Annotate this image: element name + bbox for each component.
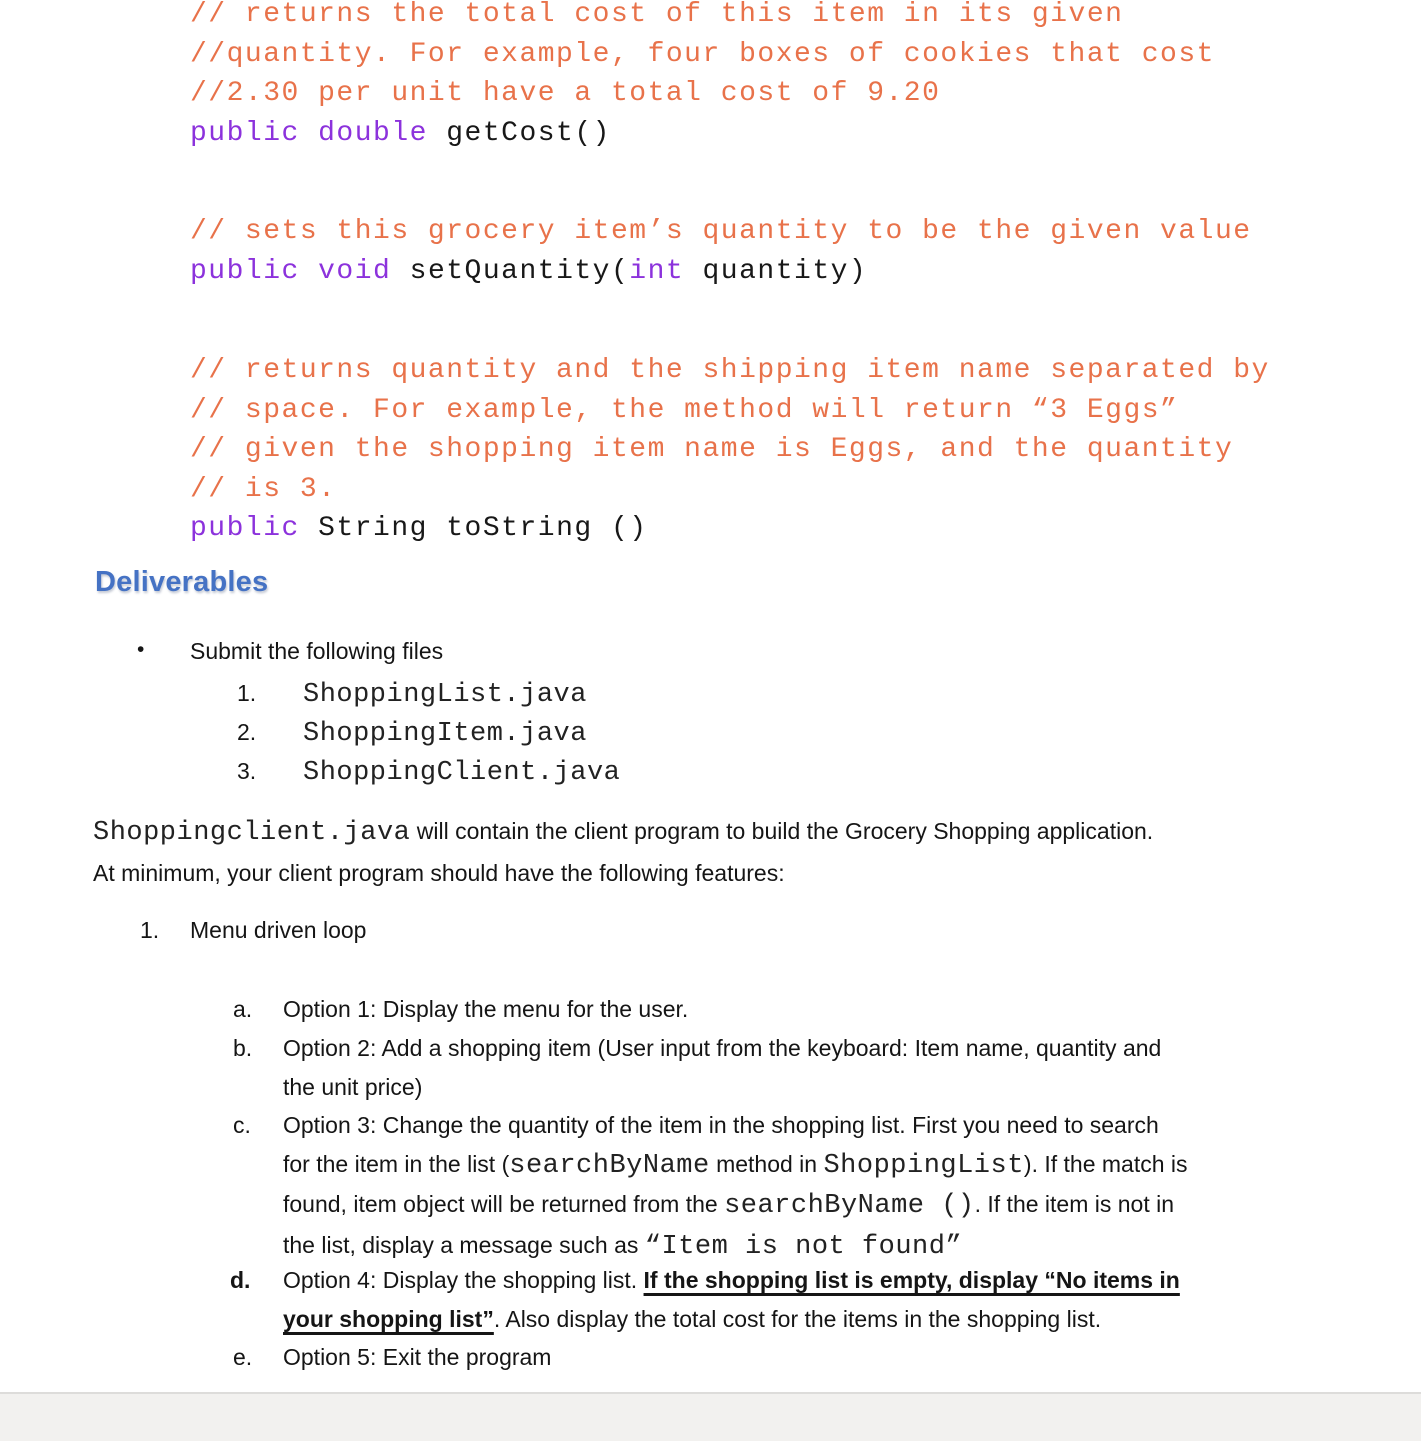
file-item-name: ShoppingClient.java bbox=[303, 758, 621, 788]
list-number: 1. bbox=[140, 917, 160, 943]
text-run: found, item object will be returned from the bbox=[283, 1191, 725, 1218]
code-block-tostring bbox=[190, 351, 1270, 549]
page-bottom-gray-strip bbox=[0, 1392, 1421, 1441]
text-line bbox=[283, 1185, 1188, 1226]
list-label: Menu driven loop bbox=[190, 917, 367, 943]
text-line bbox=[190, 0, 1215, 35]
text-run: Option 1: Display the menu for the user. bbox=[283, 996, 689, 1022]
option-letter: e. bbox=[233, 1344, 253, 1370]
option-letter: b. bbox=[233, 1035, 253, 1061]
option-letter: d. bbox=[230, 1267, 251, 1293]
code-block-getcost bbox=[190, 0, 1215, 153]
text-run: searchByName bbox=[509, 1150, 710, 1181]
file-item-name: ShoppingList.java bbox=[303, 680, 587, 710]
option-letter: a. bbox=[233, 996, 253, 1022]
text-line bbox=[190, 35, 1215, 75]
text-run: getCost() bbox=[427, 117, 611, 149]
text-run: int bbox=[629, 255, 685, 287]
text-run: public double bbox=[190, 117, 428, 149]
code-block-setquantity bbox=[190, 212, 1252, 291]
option-text bbox=[283, 1029, 1161, 1106]
text-line bbox=[283, 1106, 1188, 1145]
text-line bbox=[190, 114, 1215, 154]
text-run: // given the shopping item name is Eggs, and the quantity bbox=[190, 434, 1234, 465]
text-line bbox=[190, 430, 1270, 470]
text-run: If the shopping list is empty, display “No items in bbox=[643, 1267, 1180, 1293]
text-run: . Also display the total cost for the items in the shopping list. bbox=[493, 1305, 1102, 1332]
text-run: At minimum, your client program should have the following features: bbox=[93, 859, 785, 886]
text-run: //quantity. For example, four boxes of cookies that cost bbox=[190, 38, 1215, 70]
text-run: ShoppingList bbox=[823, 1150, 1024, 1181]
text-line bbox=[283, 1068, 1161, 1107]
text-run: Option 4: Display the shopping list. bbox=[283, 1267, 644, 1293]
text-run: public void bbox=[190, 255, 392, 287]
text-run: String toString () bbox=[299, 513, 648, 544]
text-line bbox=[190, 212, 1252, 252]
text-run: Option 5: Exit the program bbox=[283, 1344, 552, 1370]
text-line bbox=[283, 1029, 1161, 1068]
text-run: // sets this grocery item’s quantity to be the given value bbox=[190, 216, 1252, 247]
text-line bbox=[190, 252, 1252, 292]
text-run: public bbox=[190, 513, 300, 544]
text-run: // space. For example, the method will return “3 Eggs” bbox=[190, 394, 1179, 426]
text-run: searchByName () bbox=[724, 1191, 975, 1222]
text-run: will contain the client program to build the Grocery Shopping application. bbox=[410, 818, 1154, 844]
text-run: // returns quantity and the shipping item name separated by bbox=[190, 355, 1270, 386]
file-item-number: 2. bbox=[237, 719, 257, 745]
text-run: Shoppingclient.java bbox=[93, 818, 411, 848]
text-run: the unit price) bbox=[283, 1073, 423, 1100]
deliverables-heading: Deliverables bbox=[95, 566, 269, 598]
text-line bbox=[93, 812, 1153, 854]
text-line bbox=[190, 470, 1270, 510]
text-run: Option 2: Add a shopping item (User input from the keyboard: Item name, quantity and bbox=[283, 1035, 1162, 1061]
option-letter: c. bbox=[233, 1112, 251, 1138]
option-text bbox=[283, 1261, 1180, 1338]
bullet-item-label: Submit the following files bbox=[190, 638, 444, 664]
text-line bbox=[190, 391, 1270, 431]
text-line bbox=[190, 74, 1215, 114]
file-item-name: ShoppingItem.java bbox=[303, 719, 587, 749]
option-text bbox=[283, 1338, 551, 1377]
text-run: your shopping list” bbox=[283, 1305, 494, 1332]
text-run: Option 3: Change the quantity of the item in the shopping list. First you need to search bbox=[283, 1112, 1159, 1138]
file-item-number: 3. bbox=[237, 758, 257, 784]
option-text bbox=[283, 990, 688, 1029]
text-line bbox=[283, 990, 688, 1029]
text-run: for the item in the list ( bbox=[283, 1150, 510, 1177]
text-run: . If the item is not in bbox=[974, 1191, 1175, 1218]
text-run: ). If the match is bbox=[1023, 1150, 1188, 1177]
text-line bbox=[93, 854, 1153, 894]
text-run: “Item is not found” bbox=[644, 1232, 963, 1263]
text-line bbox=[283, 1145, 1188, 1186]
text-line bbox=[190, 351, 1270, 391]
client-program-paragraph bbox=[93, 812, 1153, 893]
text-line bbox=[283, 1300, 1180, 1339]
text-run: quantity) bbox=[684, 255, 868, 287]
text-run: method in bbox=[709, 1150, 824, 1177]
file-item-number: 1. bbox=[237, 680, 257, 706]
option-text bbox=[283, 1106, 1188, 1267]
text-run: //2.30 per unit have a total cost of 9.20 bbox=[190, 78, 941, 109]
text-run: the list, display a message such as bbox=[283, 1232, 645, 1259]
text-run: // is 3. bbox=[190, 473, 337, 505]
text-line bbox=[283, 1338, 551, 1377]
text-run: setQuantity( bbox=[391, 255, 630, 287]
text-line bbox=[283, 1261, 1180, 1300]
text-run: // returns the total cost of this item in its given bbox=[190, 0, 1124, 30]
text-line bbox=[190, 509, 1270, 549]
bullet-glyph: • bbox=[137, 638, 145, 661]
